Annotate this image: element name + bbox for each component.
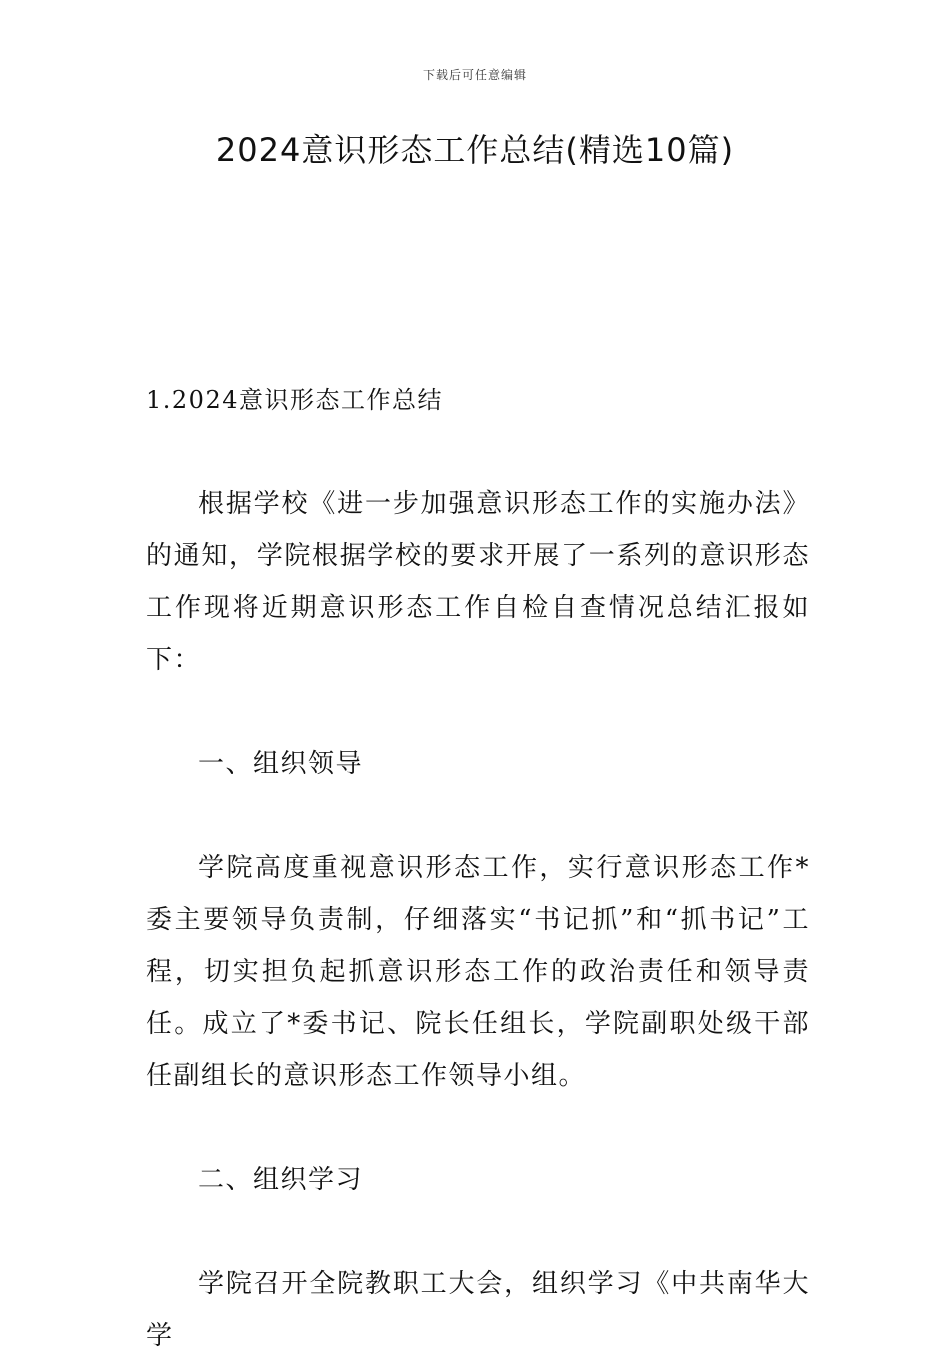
document-title: 2024意识形态工作总结(精选10篇) bbox=[215, 131, 735, 169]
header-note: 下载后可任意编辑 bbox=[422, 68, 527, 82]
spacer bbox=[146, 1102, 810, 1154]
subheading-organization-leadership: 一、组织领导 bbox=[198, 749, 364, 779]
intro-paragraph: 根据学校《进一步加强意识形态工作的实施办法》的通知，学院根据学校的要求开展了一系列的意识形态工作现将近期意识形态工作自检自查情况总结汇报如下： bbox=[146, 489, 810, 675]
section-heading: 1.2024意识形态工作总结 bbox=[146, 386, 443, 414]
spacer bbox=[146, 1206, 810, 1258]
paragraph-organization-study: 学院召开全院教职工大会，组织学习《中共南华大学 bbox=[146, 1269, 810, 1351]
spacer bbox=[146, 790, 810, 842]
document-body bbox=[146, 374, 810, 1362]
paragraph-organization-leadership: 学院高度重视意识形态工作，实行意识形态工作*委主要领导负责制，仔细落实“书记抓”和“抓书记”工程，切实担负起抓意识形态工作的政治责任和领导责任。成立了*委书记、院长任组长，学院副职处级干部任副组长的意识形态工作领导小组。 bbox=[146, 853, 810, 1091]
spacer bbox=[146, 686, 810, 738]
subheading-organization-study: 二、组织学习 bbox=[198, 1165, 364, 1195]
spacer bbox=[146, 426, 810, 478]
